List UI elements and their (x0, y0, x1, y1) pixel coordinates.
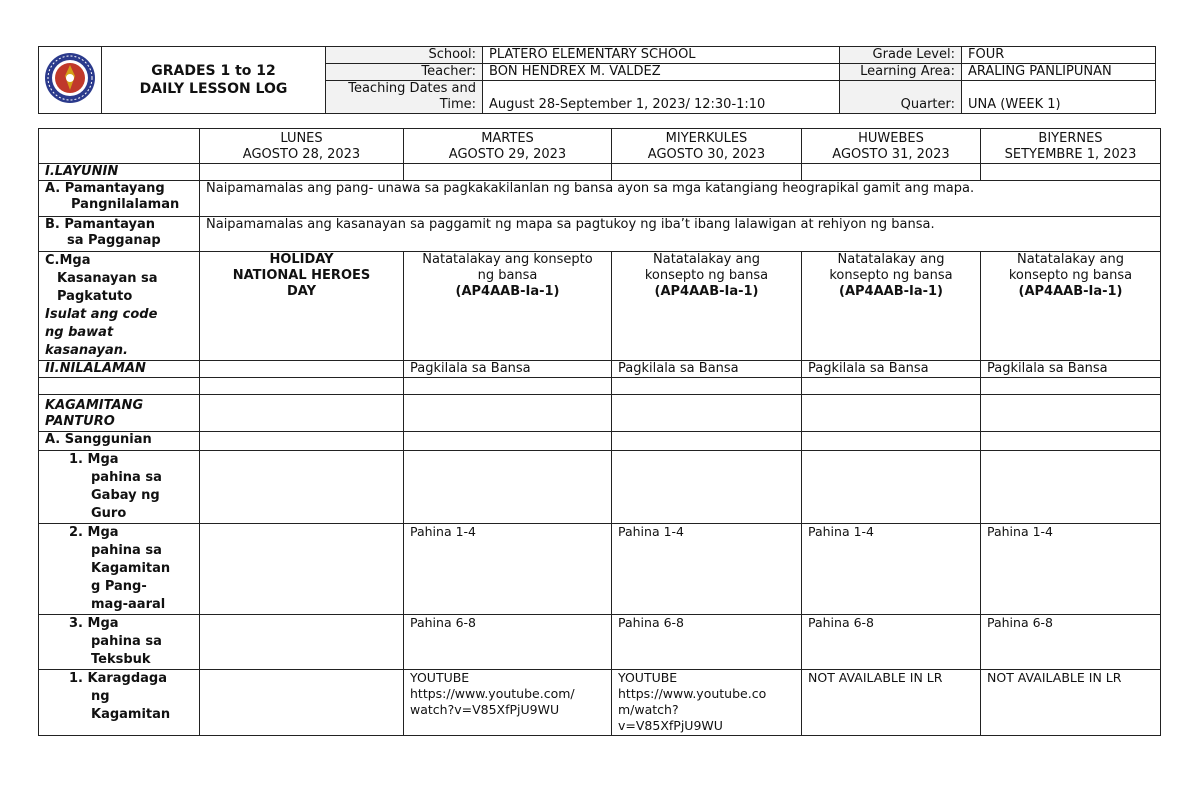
holiday-line: HOLIDAY (269, 252, 334, 267)
day-name: MIYERKULES (665, 131, 748, 146)
corner-cell (39, 129, 200, 164)
label-line: 1. Mga (69, 452, 119, 467)
pahina-teksbuk-thursday: Pahina 6-8 (802, 615, 981, 670)
skill-code: (AP4AAB-Ia-1) (839, 284, 943, 299)
kagamitang-panturo-heading (39, 395, 200, 432)
empty-cell (612, 378, 802, 395)
day-header-monday (200, 129, 404, 164)
kagamitan-pang-mag-aaral-label (39, 524, 200, 615)
empty-cell (612, 451, 802, 524)
skill-line: konsepto ng bansa (829, 268, 953, 283)
day-date: AGOSTO 29, 2023 (448, 147, 567, 162)
pamantayan-sa-pagganap-label (39, 217, 200, 252)
skill-code: (AP4AAB-Ia-1) (654, 284, 759, 299)
skill-line: Natatalakay ang (1017, 252, 1124, 267)
label-line: 3. Mga (69, 616, 119, 631)
label-line: mag-aaral (91, 597, 166, 612)
dates-value: August 28-September 1, 2023/ 12:30-1:10 (483, 81, 840, 114)
title-line-2: DAILY LESSON LOG (139, 81, 288, 97)
kasanayan-label (39, 252, 200, 361)
karagdagan-thursday: NOT AVAILABLE IN LR (802, 670, 981, 736)
grade-value: FOUR (962, 47, 1156, 64)
label-line: kasanayan. (45, 343, 128, 358)
empty-cell (802, 432, 981, 451)
label-line: Pagkatuto (57, 289, 133, 304)
pahina-teksbuk-friday: Pahina 6-8 (981, 615, 1161, 670)
label-line: pahina sa (91, 543, 162, 558)
day-name: HUWEBES (858, 131, 924, 146)
area-value: ARALING PANLIPUNAN (962, 64, 1156, 81)
title-line-1: GRADES 1 to 12 (151, 63, 276, 79)
empty-cell (200, 670, 404, 736)
grade-label: Grade Level: (840, 47, 962, 64)
pahina-lm-tuesday: Pahina 1-4 (404, 524, 612, 615)
empty-cell (200, 615, 404, 670)
day-name: BIYERNES (1038, 131, 1103, 146)
empty-cell (404, 378, 612, 395)
youtube-link-part[interactable]: m/watch? (618, 702, 679, 717)
label-line: Guro (91, 506, 127, 521)
empty-cell (981, 378, 1161, 395)
empty-cell (981, 395, 1161, 432)
pahina-lm-friday: Pahina 1-4 (981, 524, 1161, 615)
skill-tuesday (404, 252, 612, 361)
school-value: PLATERO ELEMENTARY SCHOOL (483, 47, 840, 64)
skill-line: Natatalakay ang (653, 252, 760, 267)
skill-code: (AP4AAB-Ia-1) (455, 284, 560, 299)
day-header-friday (981, 129, 1161, 164)
pahina-lm-wednesday: Pahina 1-4 (612, 524, 802, 615)
empty-cell (200, 361, 404, 378)
empty-cell (404, 164, 612, 181)
dates-label-line-1: Teaching Dates and (348, 81, 476, 96)
document-title (102, 47, 326, 114)
skill-friday (981, 252, 1161, 361)
label-line: Kagamitan (91, 707, 171, 722)
sanggunian-heading: A. Sanggunian (39, 432, 200, 451)
label-line: Pangnilalaman (71, 197, 180, 212)
label-line: A. Pamantayang (45, 181, 165, 196)
quarter-value: UNA (WEEK 1) (962, 81, 1156, 114)
pahina-teksbuk-wednesday: Pahina 6-8 (612, 615, 802, 670)
label-line: ng bawat (45, 325, 114, 340)
school-label: School: (326, 47, 483, 64)
label-line: Gabay ng (91, 488, 160, 503)
skill-line: Natatalakay ang (837, 252, 945, 267)
empty-cell (802, 395, 981, 432)
empty-cell (612, 395, 802, 432)
youtube-link-part[interactable]: https://www.youtube.co (618, 686, 767, 701)
skill-code: (AP4AAB-Ia-1) (1018, 284, 1123, 299)
label-line: Kasanayan sa (57, 271, 158, 286)
teksbuk-label (39, 615, 200, 670)
label-line: g Pang- (91, 579, 147, 594)
pahina-teksbuk-tuesday: Pahina 6-8 (404, 615, 612, 670)
dates-label-line-2: Time: (439, 97, 476, 112)
dates-label (326, 81, 483, 114)
empty-cell (802, 164, 981, 181)
label-line: 1. Karagdaga (69, 671, 168, 686)
karagdagan-friday: NOT AVAILABLE IN LR (981, 670, 1161, 736)
day-header-wednesday (612, 129, 802, 164)
header-table (38, 46, 1156, 114)
empty-cell (404, 432, 612, 451)
label-line: Teksbuk (91, 652, 151, 667)
empty-cell (200, 432, 404, 451)
resource-label: YOUTUBE (410, 670, 470, 685)
deped-seal-icon (44, 52, 96, 104)
nilalaman-tuesday: Pagkilala sa Bansa (404, 361, 612, 378)
youtube-link-part[interactable]: v=V85XfPjU9WU (618, 718, 723, 733)
empty-cell (612, 164, 802, 181)
lesson-log-table (38, 128, 1161, 736)
karagdagan-wednesday (612, 670, 802, 736)
empty-cell (200, 164, 404, 181)
nilalaman-thursday: Pagkilala sa Bansa (802, 361, 981, 378)
label-line: 2. Mga (69, 525, 119, 540)
youtube-link-part[interactable]: watch?v=V85XfPjU9WU (410, 702, 560, 717)
empty-cell (200, 451, 404, 524)
empty-cell (981, 164, 1161, 181)
label-line: Kagamitan (91, 561, 171, 576)
holiday-cell (200, 252, 404, 361)
label-line: B. Pamantayan (45, 217, 155, 232)
label-line: sa Pagganap (67, 233, 161, 248)
skill-line: Natatalakay ang konsepto (422, 252, 593, 267)
skill-line: konsepto ng bansa (1008, 268, 1133, 283)
empty-cell (39, 378, 200, 395)
pahina-lm-thursday: Pahina 1-4 (802, 524, 981, 615)
teacher-label: Teacher: (326, 64, 483, 81)
empty-cell (612, 432, 802, 451)
empty-cell (404, 451, 612, 524)
label-line: pahina sa (91, 634, 162, 649)
heading-line: KAGAMITANG (45, 398, 144, 413)
skill-line: ng bansa (477, 268, 538, 283)
day-date: AGOSTO 30, 2023 (647, 147, 766, 162)
empty-cell (802, 378, 981, 395)
day-date: SETYEMBRE 1, 2023 (1004, 147, 1137, 162)
empty-cell (981, 432, 1161, 451)
label-line: ng (91, 689, 110, 704)
day-date: AGOSTO 28, 2023 (242, 147, 361, 162)
day-header-tuesday (404, 129, 612, 164)
karagdagang-kagamitan-label (39, 670, 200, 736)
label-line: pahina sa (91, 470, 162, 485)
layunin-heading: I.LAYUNIN (39, 164, 200, 181)
pamantayan-sa-pagganap-text: Naipamamalas ang kasanayan sa paggamit ng mapa sa pagtukoy ng iba’t ibang lalawigan at rehiyon ng bansa. (200, 217, 1161, 252)
area-label: Learning Area: (840, 64, 962, 81)
holiday-line: DAY (286, 284, 317, 299)
quarter-label: Quarter: (840, 81, 962, 114)
day-date: AGOSTO 31, 2023 (832, 147, 950, 162)
nilalaman-friday: Pagkilala sa Bansa (981, 361, 1161, 378)
empty-cell (404, 395, 612, 432)
pamantayang-pangnilalaman-label (39, 181, 200, 217)
empty-cell (981, 451, 1161, 524)
heading-line: PANTURO (45, 414, 115, 429)
day-name: LUNES (280, 131, 323, 146)
empty-cell (200, 378, 404, 395)
day-header-thursday (802, 129, 981, 164)
skill-line: konsepto ng bansa (644, 268, 769, 283)
youtube-link-part[interactable]: https://www.youtube.com/ (410, 686, 575, 701)
empty-cell (200, 395, 404, 432)
skill-wednesday (612, 252, 802, 361)
label-line: Isulat ang code (45, 307, 158, 322)
pamantayang-pangnilalaman-text: Naipamamalas ang pang- unawa sa pagkakakilanlan ng bansa ayon sa mga katangiang heograpikal gamit ang mapa. (200, 181, 1161, 217)
skill-thursday (802, 252, 981, 361)
holiday-line: NATIONAL HEROES (232, 268, 371, 283)
day-name: MARTES (481, 131, 534, 146)
nilalaman-heading: II.NILALAMAN (39, 361, 200, 378)
gabay-ng-guro-label (39, 451, 200, 524)
empty-cell (802, 451, 981, 524)
karagdagan-tuesday (404, 670, 612, 736)
empty-cell (200, 524, 404, 615)
nilalaman-wednesday: Pagkilala sa Bansa (612, 361, 802, 378)
logo-cell (39, 47, 102, 114)
resource-label: YOUTUBE (618, 670, 678, 685)
label-line: C.Mga (45, 253, 91, 268)
teacher-value: BON HENDREX M. VALDEZ (483, 64, 840, 81)
